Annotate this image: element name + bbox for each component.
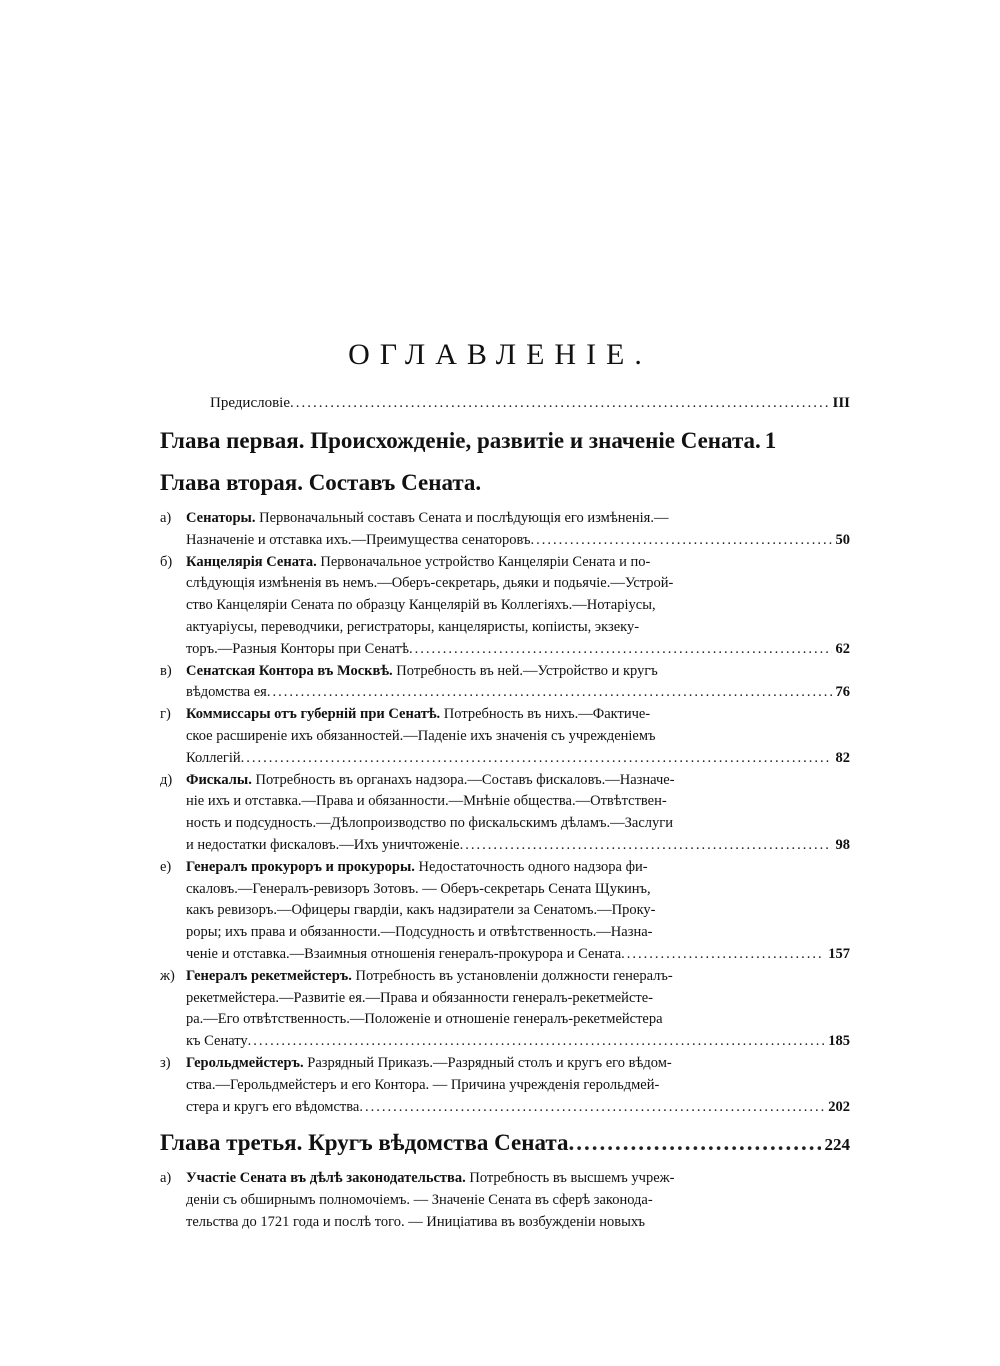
section-page: 202 xyxy=(828,1098,850,1115)
dot-leader xyxy=(409,639,832,661)
section-page: 185 xyxy=(828,1033,850,1050)
section-letter: б) xyxy=(160,553,173,570)
section-page: 50 xyxy=(835,531,850,548)
section-line: ство Канцеляріи Сената по образцу Канцелярій въ Коллегіяхъ.—Нотаріусы, xyxy=(186,597,656,614)
section-line: Первоначальное устройство Канцеляріи Сената и по- xyxy=(320,553,651,570)
dot-leader xyxy=(248,1031,825,1053)
toc-section-a[interactable] xyxy=(160,508,850,552)
dot-leader xyxy=(621,944,824,966)
section-line: ра.—Его отвѣтственность.—Положеніе и отношеніе генералъ-рекетмейстера xyxy=(186,1011,663,1028)
section-line: Коллегій xyxy=(186,749,241,766)
toc-section-e[interactable] xyxy=(160,857,850,966)
chapter-3-page: 224 xyxy=(824,1135,850,1154)
section-heading: Фискалы. xyxy=(186,771,252,788)
section-line: ченіе и отставка.—Взаимныя отношенія генералъ-прокурора и Сената xyxy=(186,945,622,962)
section-line: скаловъ.—Генералъ-ревизоръ Зотовъ. — Оберъ-секретарь Сената Щукинъ, xyxy=(186,880,651,897)
section-line: ское расширеніе ихъ обязанностей.—Паденіе ихъ значенія съ учрежденіемъ xyxy=(186,727,656,744)
section-line: Потребность въ высшемъ учреж- xyxy=(469,1170,675,1186)
section-line: ность и подсудность.—Дѣлопроизводство по фискальскимъ дѣламъ.—Заслуги xyxy=(186,815,673,832)
toc-section-g[interactable] xyxy=(160,704,850,769)
section-line: Потребность въ установленіи должности генералъ- xyxy=(355,967,673,984)
section-heading: Герольдмейстеръ. xyxy=(186,1054,304,1071)
section-line: тельства до 1721 года и послѣ того. — Иниціатива въ возбужденіи новыхъ xyxy=(186,1213,646,1230)
section-line: какъ ревизоръ.—Офицеры гвардіи, какъ надзиратели за Сенатомъ.—Проку- xyxy=(186,902,656,919)
chapter-1-page: 1 xyxy=(764,428,777,453)
toc-chapter-2[interactable] xyxy=(160,468,850,498)
toc-chapter-1[interactable] xyxy=(160,426,850,456)
section-heading: Сенаторы. xyxy=(186,510,256,526)
chapter-3-label: Глава третья. Кругъ вѣдомства Сената xyxy=(160,1130,569,1155)
section-letter: е) xyxy=(160,858,172,875)
section-heading: Участіе Сената въ дѣлѣ законодательства. xyxy=(186,1170,466,1186)
section-page: 82 xyxy=(835,749,850,766)
section-page: 76 xyxy=(835,684,850,701)
section-line: ства.—Герольдмейстеръ и его Контора. — Причина учрежденія герольдмей- xyxy=(186,1076,660,1093)
chapter-1-label: Глава первая. Происхожденіе, развитіе и значеніе Сената. xyxy=(160,428,761,453)
toc-sections-chapter-2 xyxy=(160,508,850,1118)
toc-chapter-3[interactable] xyxy=(160,1128,850,1160)
toc-entry-preface[interactable] xyxy=(210,395,850,412)
section-line: Потребность въ нихъ.—Фактиче- xyxy=(443,706,651,723)
section-heading: Коммиссары отъ губерній при Сенатѣ. xyxy=(186,706,441,723)
section-letter: з) xyxy=(160,1054,171,1071)
section-line: рекетмейстера.—Развитіе ея.—Права и обязанности генералъ-рекетмейсте- xyxy=(186,989,653,1006)
section-line: вѣдомства ея xyxy=(186,684,267,701)
section-line: слѣдующія измѣненія въ немъ.—Оберъ-секретарь, дьяки и подьячіе.—Устрой- xyxy=(186,575,674,592)
section-line: къ Сенату xyxy=(186,1033,248,1050)
section-line: Потребность въ ней.—Устройство и кругъ xyxy=(396,662,658,679)
section-page: 62 xyxy=(835,640,850,657)
section-page: 98 xyxy=(835,836,850,853)
dot-leader xyxy=(460,835,832,857)
dot-leader xyxy=(531,530,832,552)
section-letter: ж) xyxy=(160,967,175,984)
section-heading: Генералъ рекетмейстеръ. xyxy=(186,967,352,984)
section-line: Назначеніе и отставка ихъ.—Преимущества сенаторовъ xyxy=(186,531,531,548)
section-heading: Сенатская Контора въ Москвѣ. xyxy=(186,662,393,679)
toc-sections-chapter-3 xyxy=(160,1168,850,1233)
dot-leader xyxy=(290,395,828,412)
section-letter: в) xyxy=(160,662,172,679)
dot-leader xyxy=(241,748,832,770)
toc-section-a-ch3[interactable] xyxy=(160,1168,850,1233)
section-letter: д) xyxy=(160,771,173,788)
section-heading: Канцелярія Сената. xyxy=(186,553,317,570)
dot-leader xyxy=(267,682,832,704)
preface-label: Предисловіе xyxy=(210,395,291,411)
section-letter: а) xyxy=(160,1170,172,1186)
section-line: торъ.—Разныя Конторы при Сенатѣ xyxy=(186,640,409,657)
section-line: стера и кругъ его вѣдомства xyxy=(186,1098,360,1115)
page-title: ОГЛАВЛЕНІЕ. xyxy=(348,338,652,371)
section-line: Разрядный Приказъ.—Разрядный столъ и кругъ его вѣдом- xyxy=(307,1054,672,1071)
section-page: 157 xyxy=(828,945,850,962)
section-line: Недостаточность одного надзора фи- xyxy=(418,858,648,875)
section-line: деніи съ обширнымъ полномочіемъ. — Значеніе Сената въ сферѣ законода- xyxy=(186,1191,653,1208)
section-line: ніе ихъ и отставка.—Права и обязанности.—Мнѣніе общества.—Отвѣтствен- xyxy=(186,793,667,810)
section-heading: Генералъ прокуроръ и прокуроры. xyxy=(186,858,415,875)
toc-section-v[interactable] xyxy=(160,661,850,705)
section-line: Потребность въ органахъ надзора.—Составъ фискаловъ.—Назначе- xyxy=(255,771,675,788)
toc-section-b[interactable] xyxy=(160,552,850,661)
dot-leader xyxy=(568,1128,820,1158)
toc-section-z[interactable] xyxy=(160,1053,850,1118)
section-letter: а) xyxy=(160,510,172,526)
section-line: и недостатки фискаловъ.—Ихъ уничтоженіе xyxy=(186,836,460,853)
section-letter: г) xyxy=(160,706,171,723)
toc-section-zh[interactable] xyxy=(160,966,850,1053)
dot-leader xyxy=(359,1097,824,1119)
toc-section-d[interactable] xyxy=(160,770,850,857)
section-line: роры; ихъ права и обязанности.—Подсудность и отвѣтственность.—Назна- xyxy=(186,924,653,941)
section-line: актуаріусы, переводчики, регистраторы, канцеляристы, копіисты, экзеку- xyxy=(186,618,640,635)
chapter-2-label: Глава вторая. Составъ Сената. xyxy=(160,470,482,495)
section-line: Первоначальный составъ Сената и послѣдующія его измѣненія.— xyxy=(259,510,669,526)
preface-page: III xyxy=(832,395,850,411)
